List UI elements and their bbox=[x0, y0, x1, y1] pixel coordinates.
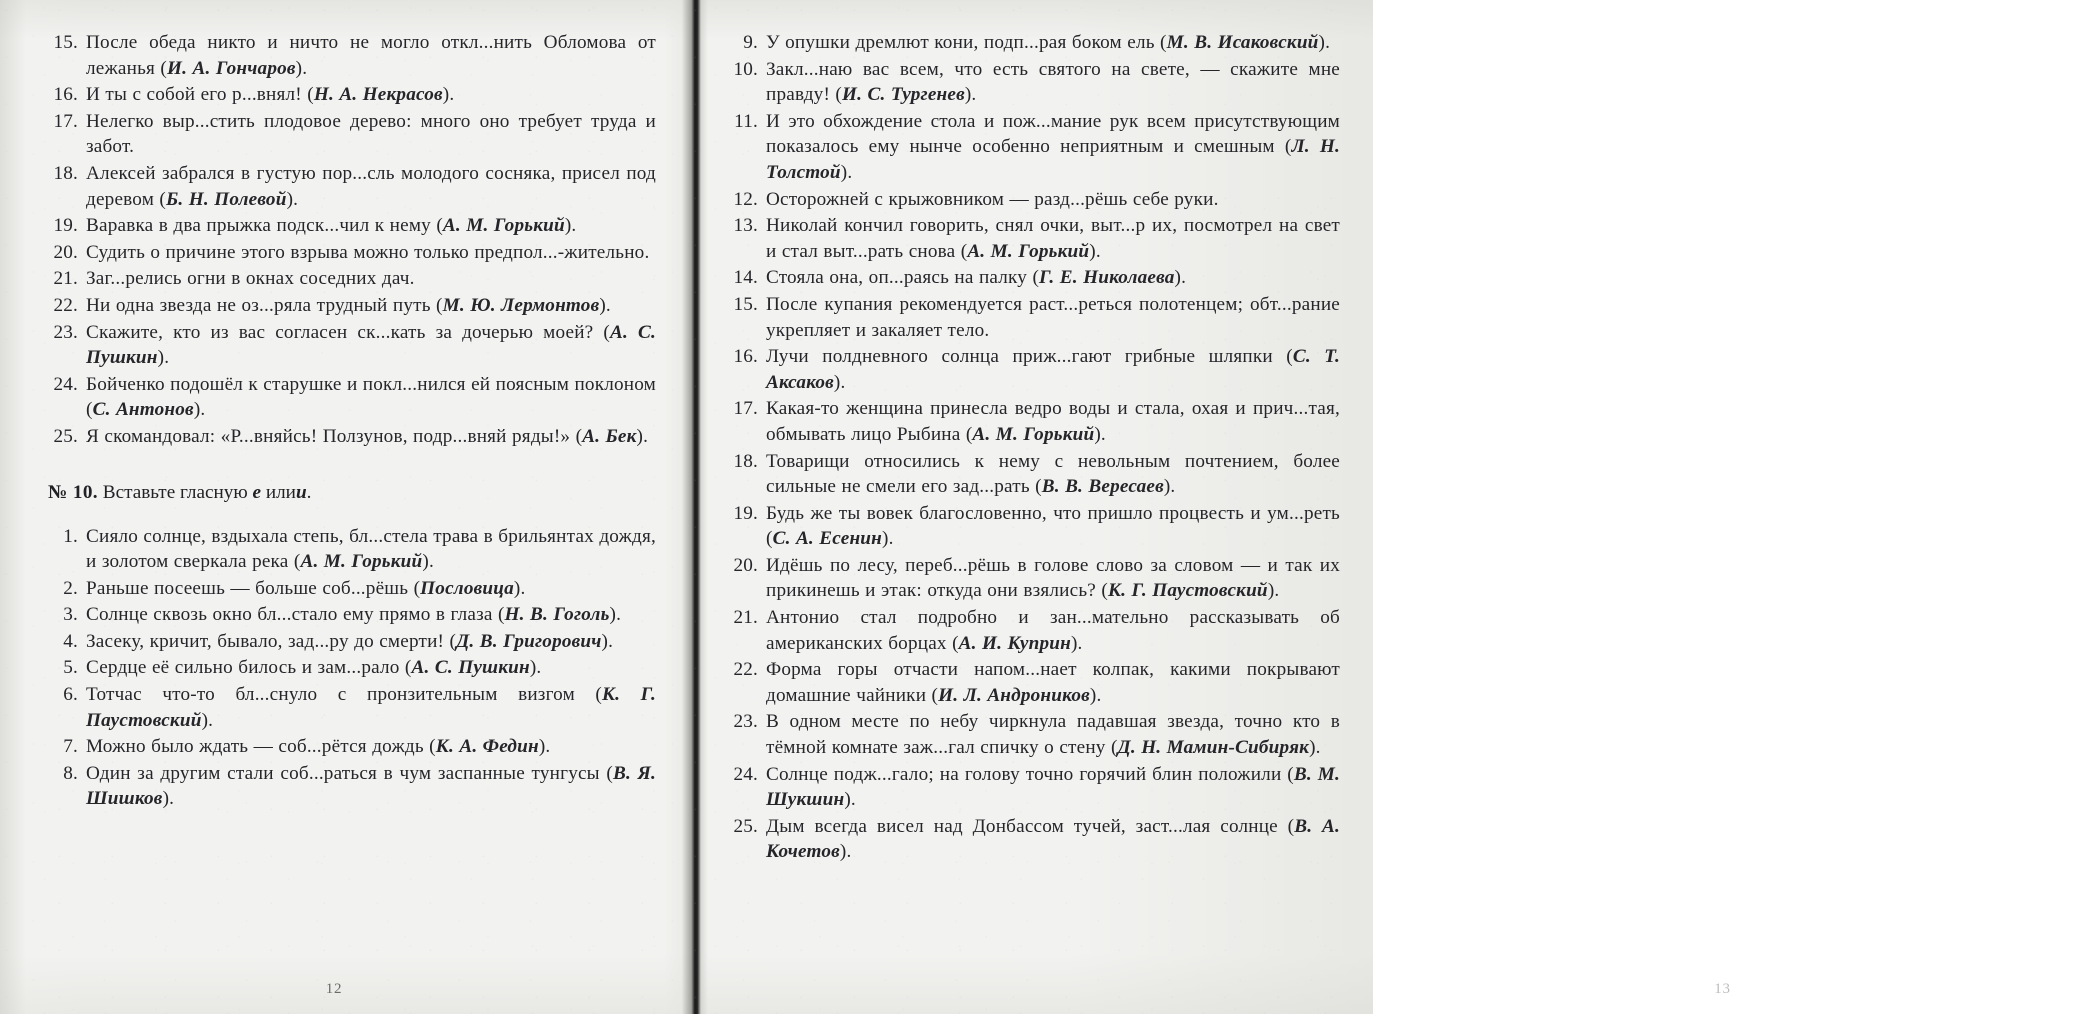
task-sentence: Бойченко подошёл к старушке и покл...нился ей поясным поклоном ( bbox=[86, 373, 656, 421]
task-sentence: Осторожней с крыжовником — разд...рёшь себе руки. bbox=[766, 188, 1219, 210]
task-author: М. Ю. Лермонтов bbox=[442, 294, 600, 316]
task-text bbox=[766, 553, 1340, 604]
task-tail: ). bbox=[599, 294, 611, 316]
task-tail: ). bbox=[844, 789, 856, 811]
task-sentence: Будь же ты вовек благословенно, что пришло процвесть и ум...реть ( bbox=[766, 502, 1340, 550]
task-text bbox=[86, 293, 656, 319]
task-text bbox=[766, 605, 1340, 656]
task-author: В. В. Вересаев bbox=[1041, 476, 1164, 498]
task-item bbox=[48, 161, 656, 212]
task-number: 20. bbox=[53, 241, 78, 263]
task-tail: ). bbox=[286, 188, 299, 210]
task-item bbox=[728, 657, 1340, 708]
task-item bbox=[48, 82, 656, 108]
task-text bbox=[86, 82, 656, 108]
task-item bbox=[48, 602, 656, 628]
task-sentence: Тотчас что-то бл...снуло с пронзительным визгом ( bbox=[86, 684, 602, 706]
task-text bbox=[86, 30, 656, 81]
task-author: С. А. Есенин bbox=[772, 528, 883, 550]
task-sentence: Раньше посеешь — больше соб...рёшь ( bbox=[86, 577, 421, 599]
task-tail: ). bbox=[1318, 32, 1331, 53]
left-continued-exercise-list bbox=[48, 30, 656, 450]
task-number: 7. bbox=[63, 736, 78, 758]
task-sentence: Ни одна звезда не оз...ряла трудный путь ( bbox=[86, 294, 443, 316]
page-number-right: 13 bbox=[1714, 981, 1731, 997]
task-tail: ). bbox=[1309, 737, 1321, 759]
task-item bbox=[728, 292, 1340, 343]
task-sentence: Солнце сквозь окно бл...стало ему прямо в глаза ( bbox=[86, 604, 505, 626]
right-page bbox=[700, 0, 1731, 1014]
task-tail: ). bbox=[157, 347, 170, 369]
task-item bbox=[728, 709, 1340, 760]
task-item bbox=[48, 320, 656, 371]
task-text bbox=[86, 161, 656, 212]
task-tail: ). bbox=[609, 604, 622, 626]
task-text bbox=[86, 682, 656, 733]
task-sentence: Николай кончил говорить, снял очки, выт...р их, посмотрел на свет и стал выт...рать снова ( bbox=[766, 215, 1340, 262]
task-text bbox=[86, 109, 656, 160]
task-item bbox=[728, 344, 1340, 395]
task-author: К. А. Федин bbox=[435, 736, 539, 758]
task-author: А. С. Пушкин bbox=[86, 321, 656, 369]
task-number: 16. bbox=[53, 84, 78, 106]
task-author: К. Г. Паустовский bbox=[86, 684, 656, 731]
task-item bbox=[48, 655, 656, 681]
task-number: 22. bbox=[733, 659, 758, 681]
task-number: 4. bbox=[63, 630, 78, 652]
task-text bbox=[766, 109, 1340, 186]
task-number: 6. bbox=[63, 684, 78, 706]
task-number: 19. bbox=[53, 215, 78, 237]
task-author: А. М. Горький bbox=[967, 240, 1090, 262]
task-number: 15. bbox=[53, 32, 78, 53]
task-tail: ). bbox=[1070, 632, 1083, 654]
task-sentence: Солнце подж...гало; на голову точно горячий блин положили ( bbox=[766, 763, 1294, 785]
task-number: 5. bbox=[63, 657, 78, 679]
task-tail: ). bbox=[442, 84, 455, 106]
task-author: С. Т. Аксаков bbox=[766, 346, 1341, 393]
task-sentence: После купания рекомендуется раст...реться полотенцем; обт...рание укрепляет и закаляет тело. bbox=[766, 293, 1340, 341]
exercise-number: № 10. bbox=[48, 481, 98, 503]
task-sentence: Судить о причине этого взрыва можно только предпол...-жительно. bbox=[86, 241, 650, 263]
task-number: 18. bbox=[733, 450, 758, 472]
task-item bbox=[728, 449, 1340, 500]
task-author: В. М. Шукшин bbox=[766, 763, 1340, 811]
task-text bbox=[766, 30, 1340, 56]
task-number: 16. bbox=[733, 346, 758, 368]
task-item bbox=[48, 372, 656, 423]
task-number: 2. bbox=[63, 577, 78, 599]
task-number: 14. bbox=[733, 267, 758, 289]
task-text bbox=[766, 709, 1340, 760]
task-item bbox=[728, 605, 1340, 656]
task-author: А. М. Горький bbox=[442, 215, 565, 237]
task-sentence: И это обхождение стола и пож...мание рук всем присутствующим показалось ему нынче особенно неприятным и смешным ( bbox=[766, 110, 1340, 158]
task-number: 21. bbox=[53, 268, 78, 290]
task-tail: ). bbox=[201, 709, 214, 731]
task-item bbox=[48, 424, 656, 450]
task-tail: ). bbox=[193, 399, 206, 421]
task-sentence: Закл...наю вас всем, что есть святого на свете, — скажите мне правду! ( bbox=[766, 58, 1340, 106]
task-tail: ). bbox=[1089, 684, 1102, 706]
task-author: Г. Е. Николаева bbox=[1039, 267, 1175, 289]
task-tail: ). bbox=[882, 528, 894, 550]
task-author: Н. В. Гоголь bbox=[504, 604, 610, 626]
task-tail: ). bbox=[964, 84, 977, 106]
task-tail: ). bbox=[538, 736, 551, 758]
task-number: 20. bbox=[733, 554, 758, 576]
task-item bbox=[48, 576, 656, 602]
task-number: 12. bbox=[733, 188, 758, 210]
task-text bbox=[86, 655, 656, 681]
task-author: И. С. Тургенев bbox=[842, 84, 965, 106]
task-sentence: Алексей забрался в густую пор...сль молодого сосняка, присел под деревом ( bbox=[86, 162, 656, 210]
task-text bbox=[86, 213, 656, 239]
task-text bbox=[766, 501, 1340, 552]
task-text bbox=[86, 424, 656, 450]
task-text bbox=[766, 344, 1340, 395]
task-text bbox=[766, 762, 1340, 813]
task-item bbox=[48, 524, 656, 575]
task-number: 15. bbox=[733, 293, 758, 315]
task-text bbox=[86, 576, 656, 602]
task-text bbox=[766, 449, 1340, 500]
task-item bbox=[48, 293, 656, 319]
task-item bbox=[728, 30, 1340, 56]
task-author: К. Г. Паустовский bbox=[1107, 580, 1268, 602]
task-tail: ). bbox=[422, 551, 434, 573]
task-item bbox=[48, 682, 656, 733]
task-sentence: У опушки дремлют кони, подп...рая боком ель ( bbox=[766, 32, 1167, 53]
task-tail: ). bbox=[636, 425, 649, 447]
left-page-text-block bbox=[48, 30, 656, 813]
task-text bbox=[86, 629, 656, 655]
task-sentence: Антонио стал подробно и зан...мательно рассказывать об американских борцах ( bbox=[766, 607, 1340, 654]
task-number: 23. bbox=[733, 711, 758, 733]
exercise-instruction-after: . bbox=[306, 481, 312, 503]
task-author: А. И. Куприн bbox=[958, 632, 1071, 654]
task-text bbox=[86, 372, 656, 423]
task-item bbox=[728, 553, 1340, 604]
task-author: Д. В. Григорович bbox=[456, 630, 602, 652]
task-item bbox=[48, 629, 656, 655]
task-tail: ). bbox=[295, 57, 308, 79]
task-sentence: Варавка в два прыжка подск...чил к нему ( bbox=[86, 215, 443, 237]
task-sentence: Скажите, кто из вас согласен ск...кать за дочерью моей? ( bbox=[86, 321, 610, 343]
exercise-instruction-before: Вставьте гласную bbox=[102, 481, 248, 503]
task-sentence: Какая-то женщина принесла ведро воды и стала, охая и прич...тая, обмывать лицо Рыбина ( bbox=[766, 398, 1340, 445]
task-item bbox=[48, 761, 656, 812]
task-item bbox=[728, 187, 1340, 213]
task-number: 17. bbox=[53, 110, 78, 132]
task-sentence: Идёшь по лесу, переб...рёшь в голове слово за словом — и так их прикинешь и этак: откуда они взялись? ( bbox=[766, 554, 1340, 602]
task-number: 10. bbox=[733, 58, 758, 80]
exercise-heading-10 bbox=[48, 480, 656, 506]
task-author: А. М. Горький bbox=[972, 423, 1095, 445]
task-number: 21. bbox=[733, 607, 758, 629]
task-sentence: Заг...релись огни в окнах соседних дач. bbox=[86, 268, 415, 290]
task-sentence: Лучи полдневного солнца приж...гают грибные шляпки ( bbox=[766, 346, 1293, 368]
task-text bbox=[766, 213, 1340, 264]
task-text bbox=[766, 814, 1340, 865]
task-number: 9. bbox=[743, 32, 758, 53]
task-sentence: Сияло солнце, вздыхала степь, бл...стела трава в брильянтах дождя, и золотом сверкала река ( bbox=[86, 525, 656, 573]
task-number: 3. bbox=[63, 604, 78, 626]
task-tail: ). bbox=[1267, 580, 1280, 602]
task-tail: ). bbox=[529, 657, 542, 679]
task-text bbox=[86, 240, 656, 266]
task-sentence: Нелегко выр...стить плодовое дерево: много оно требует труда и забот. bbox=[86, 110, 656, 158]
task-number: 25. bbox=[733, 815, 758, 837]
task-author: М. В. Исаковский bbox=[1166, 32, 1319, 53]
task-number: 24. bbox=[733, 763, 758, 785]
task-item bbox=[728, 57, 1340, 108]
task-tail: ). bbox=[162, 788, 175, 810]
task-tail: ). bbox=[1089, 240, 1101, 262]
task-sentence: Товарищи относились к нему с невольным почтением, более сильные не смели его зад...рать ( bbox=[766, 450, 1340, 498]
task-author: В. А. Кочетов bbox=[766, 815, 1340, 863]
task-text bbox=[766, 292, 1340, 343]
task-item bbox=[48, 734, 656, 760]
task-number: 8. bbox=[63, 762, 78, 784]
task-text bbox=[86, 602, 656, 628]
task-sentence: В одном месте по небу чиркнула падавшая звезда, точно кто в тёмной комнате заж...гал спичку о стену ( bbox=[766, 711, 1340, 759]
task-sentence: Форма горы отчасти напом...нает колпак, какими покрывают домашние чайники ( bbox=[766, 659, 1340, 706]
task-sentence: И ты с собой его р...внял! ( bbox=[86, 84, 314, 106]
task-sentence: Дым всегда висел над Донбассом тучей, заст...лая солнце ( bbox=[766, 815, 1295, 837]
task-tail: ). bbox=[601, 630, 614, 652]
task-text bbox=[86, 524, 656, 575]
task-item bbox=[728, 265, 1340, 291]
task-number: 17. bbox=[733, 398, 758, 420]
task-author: Л. Н. Толстой bbox=[766, 136, 1341, 183]
task-item bbox=[48, 213, 656, 239]
task-number: 13. bbox=[733, 215, 758, 237]
task-item bbox=[728, 501, 1340, 552]
task-tail: ). bbox=[1174, 267, 1187, 289]
task-sentence: Можно было ждать — соб...рётся дождь ( bbox=[86, 736, 436, 758]
task-author: Н. А. Некрасов bbox=[313, 84, 443, 106]
task-number: 19. bbox=[733, 502, 758, 524]
task-number: 11. bbox=[734, 110, 758, 132]
task-item bbox=[728, 396, 1340, 447]
task-item bbox=[728, 109, 1340, 186]
task-author: И. А. Гончаров bbox=[167, 57, 296, 79]
task-tail: ). bbox=[840, 161, 853, 183]
exercise-vowel-e: е bbox=[252, 481, 262, 503]
task-text bbox=[86, 734, 656, 760]
task-number: 1. bbox=[63, 525, 78, 547]
exercise-instruction-middle: или bbox=[265, 481, 296, 503]
task-author: А. С. Пушкин bbox=[411, 657, 530, 679]
exercise-vowel-i: и bbox=[295, 481, 307, 503]
task-item bbox=[728, 762, 1340, 813]
task-item bbox=[728, 814, 1340, 865]
right-exercise-10-list bbox=[728, 30, 1340, 865]
task-item bbox=[48, 240, 656, 266]
task-author: Д. Н. Мамин-Сибиряк bbox=[1117, 737, 1310, 759]
task-sentence: После обеда никто и ничто не могло откл...нить Обломова от лежанья ( bbox=[86, 32, 656, 79]
left-page bbox=[0, 0, 678, 1014]
task-author: А. М. Горький bbox=[300, 551, 423, 573]
task-author: А. Бек bbox=[582, 425, 637, 447]
task-text bbox=[766, 396, 1340, 447]
task-tail: ). bbox=[1163, 476, 1176, 498]
task-number: 23. bbox=[53, 321, 78, 343]
task-item bbox=[48, 109, 656, 160]
task-sentence: Я скомандовал: «Р...вняйсь! Ползунов, подр...вняй ряды!» ( bbox=[86, 425, 583, 447]
task-number: 18. bbox=[53, 162, 78, 184]
task-author: Б. Н. Полевой bbox=[166, 188, 287, 210]
task-text bbox=[766, 265, 1340, 291]
task-author: В. Я. Шишков bbox=[86, 762, 656, 810]
task-sentence: Засеку, кричит, бывало, зад...ру до смерти! ( bbox=[86, 630, 457, 652]
task-text bbox=[766, 57, 1340, 108]
task-number: 22. bbox=[53, 294, 78, 316]
right-page-text-block bbox=[728, 30, 1340, 866]
task-text bbox=[86, 761, 656, 812]
task-number: 24. bbox=[53, 373, 78, 395]
left-exercise-10-list bbox=[48, 524, 656, 813]
task-tail: ). bbox=[833, 371, 846, 393]
task-text bbox=[766, 187, 1340, 213]
page-number-left: 12 bbox=[325, 981, 343, 997]
task-author: И. Л. Андроников bbox=[938, 684, 1090, 706]
task-tail: ). bbox=[513, 577, 526, 599]
task-sentence: Один за другим стали соб...раться в чум заспанные тунгусы ( bbox=[86, 762, 613, 784]
task-tail: ). bbox=[1094, 423, 1106, 445]
task-text bbox=[766, 657, 1340, 708]
task-text bbox=[86, 266, 656, 292]
task-sentence: Стояла она, оп...раясь на палку ( bbox=[766, 267, 1040, 289]
task-author: С. Антонов bbox=[92, 399, 194, 421]
task-tail: ). bbox=[839, 841, 852, 863]
task-number: 25. bbox=[53, 425, 78, 447]
task-item bbox=[48, 266, 656, 292]
task-sentence: Сердце её сильно билось и зам...рало ( bbox=[86, 657, 412, 679]
task-text bbox=[86, 320, 656, 371]
task-tail: ). bbox=[564, 215, 577, 237]
task-item bbox=[728, 213, 1340, 264]
task-author: Пословица bbox=[420, 577, 514, 599]
task-item bbox=[48, 30, 656, 81]
